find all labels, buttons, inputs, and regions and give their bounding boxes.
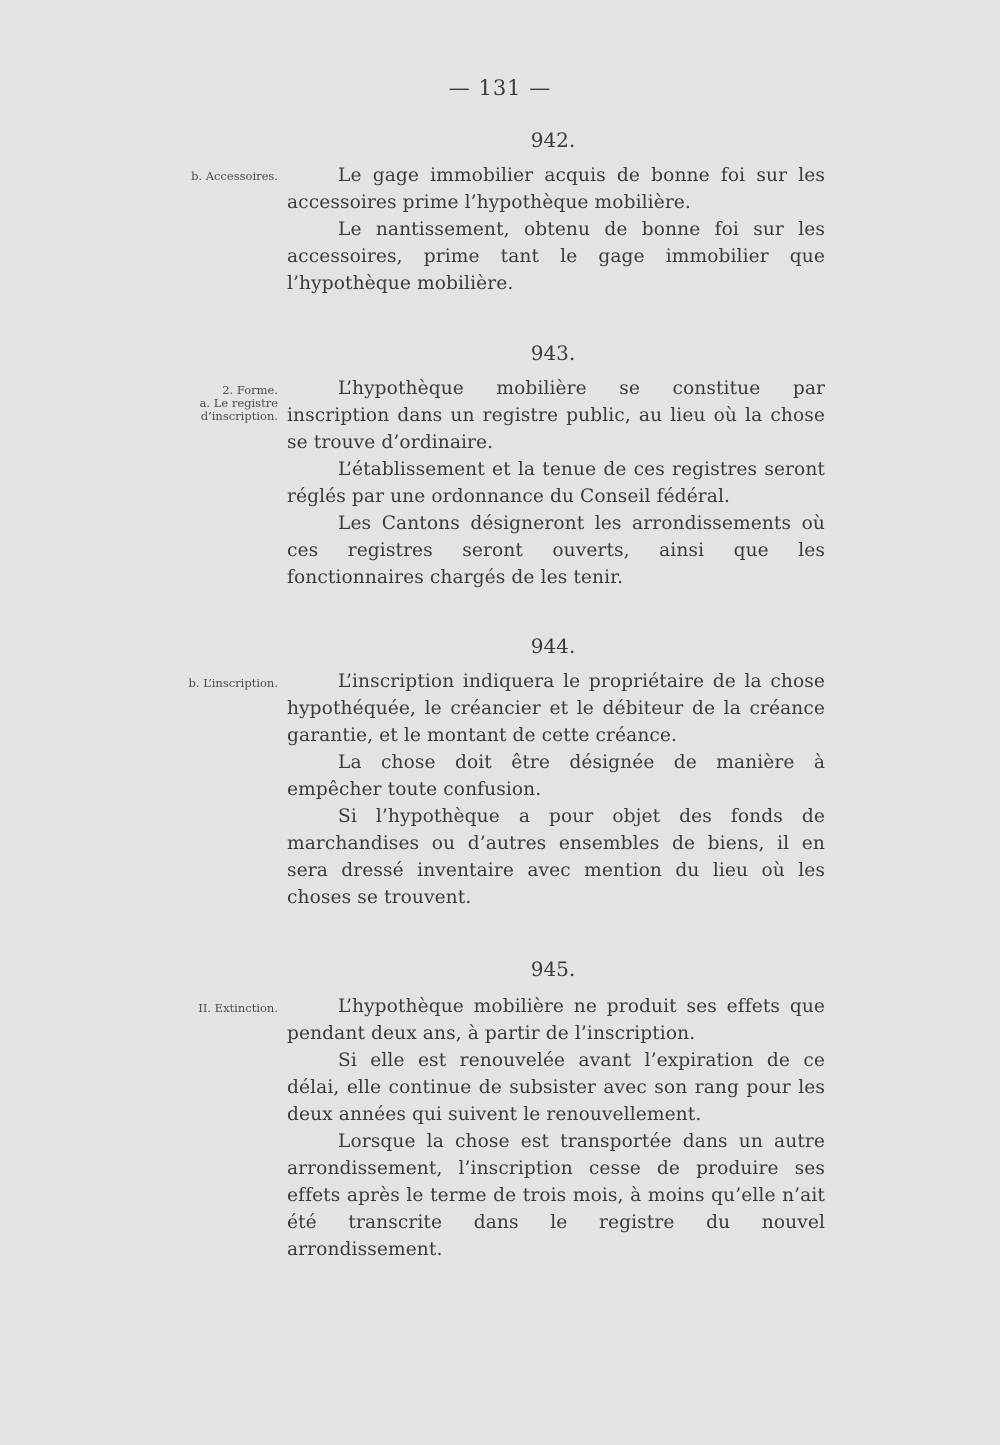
paragraph: Le nantissement, obtenu de bonne foi sur les accessoires, prime tant le gage immobilier que l’hypothèque mobilière. (287, 219, 825, 294)
paragraph: Les Cantons désigneront les arrondissements où ces registres seront ouverts, ainsi que les fonctionnaires chargés de les tenir. (287, 513, 825, 588)
article-body (287, 162, 825, 297)
article-body (287, 668, 825, 911)
margin-note (120, 384, 278, 423)
paragraph: La chose doit être désignée de manière à empêcher toute confusion. (287, 752, 825, 800)
paragraph: L’hypothèque mobilière ne produit ses effets que pendant deux ans, à partir de l’inscription. (287, 996, 825, 1044)
article-number: 942. (530, 128, 576, 152)
paragraph: Si l’hypothèque a pour objet des fonds de marchandises ou d’autres ensembles de biens, il en sera dressé inventaire avec mention du lieu où les choses se trouvent. (287, 806, 825, 908)
margin-note-line: b. L’inscription. (188, 676, 278, 690)
margin-note-line: II. Extinction. (198, 1001, 278, 1015)
margin-note (120, 677, 278, 690)
article-number: 943. (530, 341, 576, 365)
margin-note-line: 2. Forme. (222, 383, 278, 397)
margin-note (120, 1002, 278, 1015)
paragraph: Lorsque la chose est transportée dans un autre arrondissement, l’inscription cesse de produire ses effets après le terme de trois mois, à moins qu’elle n’ait été transcrite dans le registre du nouvel arrondissement. (287, 1131, 825, 1260)
page-number: — 131 — (448, 76, 552, 100)
paragraph: Si elle est renouvelée avant l’expiration de ce délai, elle continue de subsister avec son rang pour les deux années qui suivent le renouvellement. (287, 1050, 825, 1125)
article-number: 945. (530, 957, 576, 981)
article-number: 944. (530, 634, 576, 658)
paragraph: Le gage immobilier acquis de bonne foi sur les accessoires prime l’hypothèque mobilière. (287, 165, 825, 213)
margin-note-line: b. Accessoires. (191, 169, 278, 183)
paragraph: L’hypothèque mobilière se constitue par inscription dans un registre public, au lieu où la chose se trouve d’ordinaire. (287, 378, 825, 453)
paragraph: L’établissement et la tenue de ces registres seront réglés par une ordonnance du Conseil fédéral. (287, 459, 825, 507)
paragraph: L’inscription indiquera le propriétaire de la chose hypothéquée, le créancier et le débiteur de la créance garantie, et le montant de cette créance. (287, 671, 825, 746)
margin-note-line: d’inscription. (200, 409, 278, 423)
margin-note-line: a. Le registre (199, 396, 278, 410)
margin-note (120, 170, 278, 183)
article-body (287, 993, 825, 1263)
article-body (287, 375, 825, 591)
